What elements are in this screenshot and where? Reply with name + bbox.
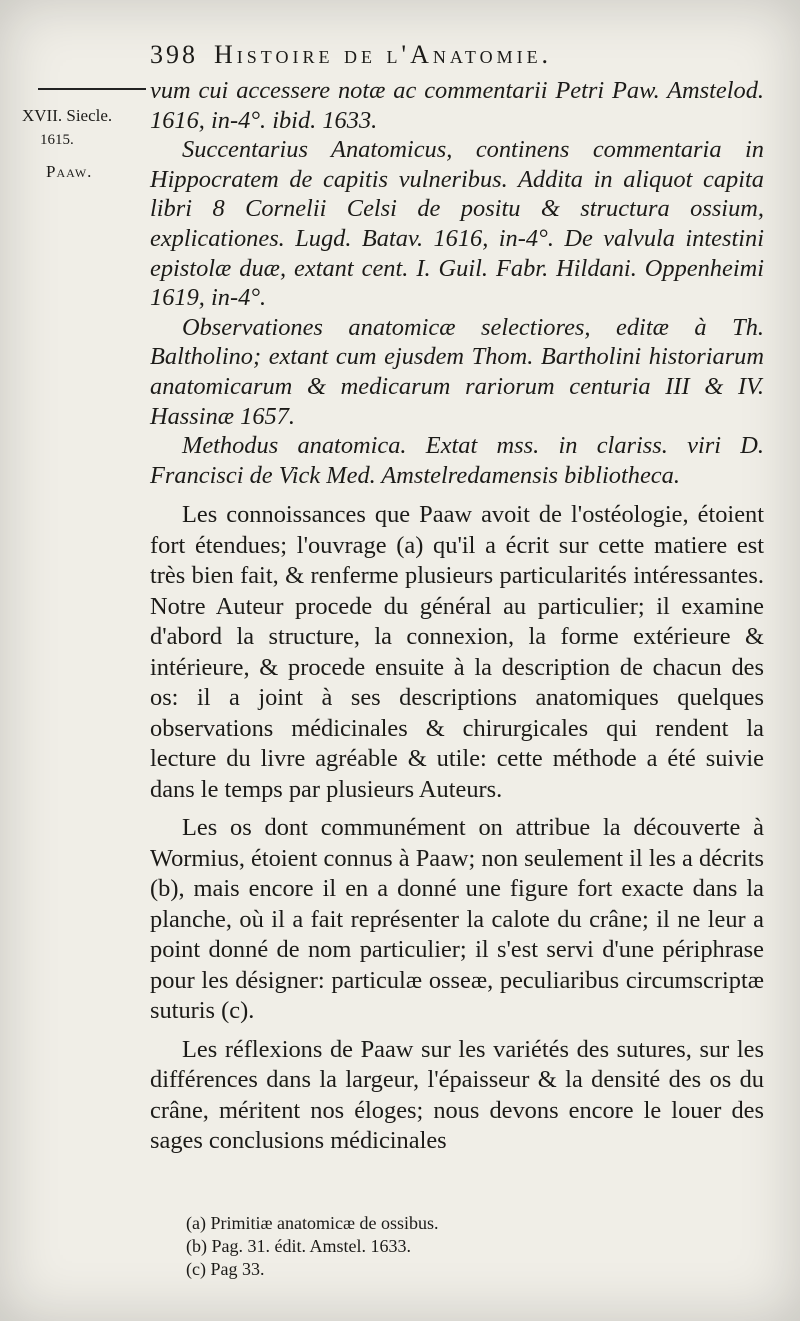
footnotes (186, 1212, 746, 1281)
paragraph: Les connoissances que Paaw avoit de l'ostéologie, étoient fort étendues; l'ouvrage (a) qu'il a écrit sur cette matiere est très bien fait, & renferme plusieurs particularités intéressantes. Notre Auteur procede du général au particulier; il examine d'abord la structure, la connexion, la forme extérieure & intérieure, & procede ensuite à la description de chacun des os: il a joint à ses descriptions anatomiques quelques observations médicinales & chirurgicales qui rendent la lecture du livre agréable & utile: cette méthode a été suivie dans le temps par plusieurs Auteurs. (150, 501, 764, 803)
bibliography-block (150, 76, 764, 490)
main-text (150, 76, 764, 1157)
margin-author: Paaw. (46, 162, 93, 181)
margin-year: 1615. (40, 132, 74, 148)
body-text (150, 500, 764, 1157)
margin-century: XVII. Siecle. (22, 106, 113, 125)
bibliography-entry: Methodus anatomica. Extat mss. in clariss. viri D. Francisci de Vick Med. Amstelredamensis bibliotheca. (150, 432, 764, 489)
page-number: 398 (150, 40, 198, 69)
footnote: (c) Pag 33. (186, 1259, 265, 1279)
footnote: (b) Pag. 31. édit. Amstel. 1633. (186, 1236, 411, 1256)
paragraph: Les réflexions de Paaw sur les variétés des sutures, sur les différences dans la largeur, l'épaisseur & la densité des os du crâne, méritent nos éloges; nous devons encore le louer des sages conclusions médicinales (150, 1035, 764, 1155)
running-header (150, 40, 770, 70)
running-title: Histoire de l'Anatomie. (214, 40, 553, 69)
footnote: (a) Primitiæ anatomicæ de ossibus. (186, 1213, 439, 1233)
paragraph: Les os dont communément on attribue la découverte à Wormius, étoient connus à Paaw; non seulement il les a décrits (b), mais encore il en a donné une figure fort exacte dans la planche, où il a fait représenter la calote du crâne; il ne leur a point donné de nom particulier; il s'est servi d'une périphrase pour les désigner: particulæ osseæ, peculiaribus circumscriptæ suturis (c). (150, 814, 764, 1025)
bibliography-entry: Succentarius Anatomicus, continens commentaria in Hippocratem de capitis vulneribus. Addita in aliquot capita libri 8 Cornelii Celsi de positu & structura ossium, explicationes. Lugd. Batav. 1616, in-4°. De valvula intestini epistolæ duæ, extant cent. I. Guil. Fabr. Hildani. Oppenheimi 1619, in-4°. (150, 136, 764, 312)
margin-rule (38, 88, 146, 90)
bibliography-entry: vum cui accessere notæ ac commentarii Petri Paw. Amstelod. 1616, in-4°. ibid. 1633. (150, 77, 764, 134)
bibliography-entry: Observationes anatomicæ selectiores, editæ à Th. Baltholino; extant cum ejusdem Thom. Bartholini historiarum anatomicarum & medicarum rariorum centuria III & IV. Hassinæ 1657. (150, 313, 764, 430)
